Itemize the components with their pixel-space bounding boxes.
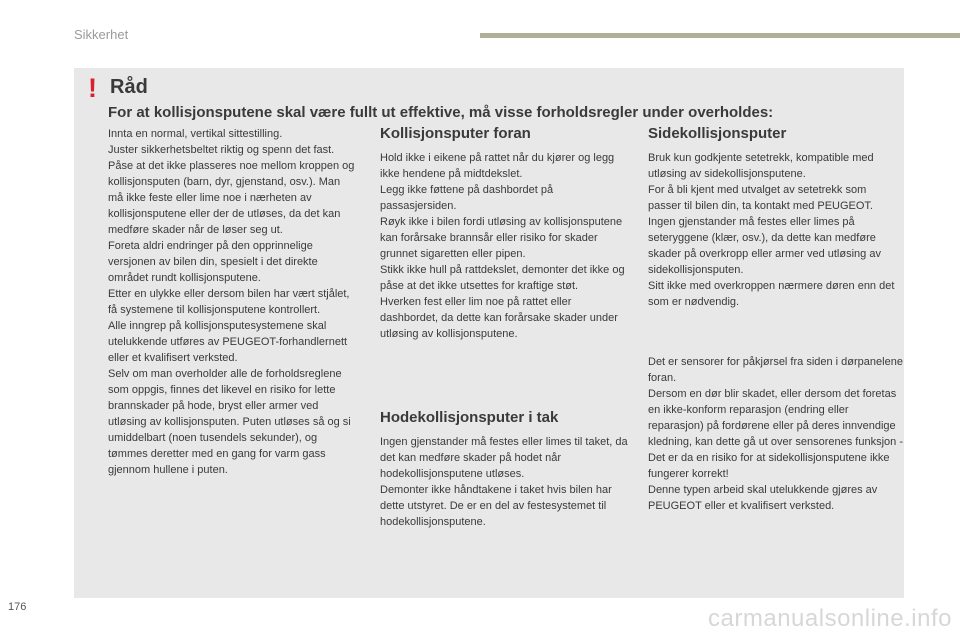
paragraph: Hverken fest eller lim noe på rattet eller dashbordet, da dette kan forårsake skader under utløsing av kollisjonsputene. [380, 296, 618, 340]
head-airbags-section [380, 408, 630, 530]
paragraph: Det er sensorer for påkjørsel fra siden i dørpanelene foran. [648, 356, 903, 384]
paragraph: Hold ikke i eikene på rattet når du kjører og legg ikke hendene på midtdekslet. [380, 152, 615, 180]
paragraph: Legg ikke føttene på dashbordet på passasjersiden. [380, 184, 554, 212]
paragraph: Innta en normal, vertikal sittestilling. [108, 128, 283, 140]
section-heading: Hodekollisjonsputer i tak [380, 409, 559, 426]
panel-subtitle: For at kollisjonsputene skal være fullt ut effektive, må visse forholdsregler under overholdes: [108, 104, 774, 121]
watermark: carmanualsonline.info [708, 605, 952, 632]
front-airbags-section [380, 124, 630, 342]
paragraph: Ingen gjenstander må festes eller limes på seteryggene (klær, osv.), da dette kan medføre skader på overkropp eller armer ved utløsing av sidekollisjonsputen. [648, 216, 881, 276]
paragraph: Påse at det ikke plasseres noe mellom kroppen og kollisjonsputen (barn, dyr, gjenstand, osv.). Man må ikke feste eller lime noe i nærheten av kollisjonsputene eller der de utløses, da det kan medføre skader når de løser seg ut. [108, 160, 355, 236]
panel-title: Råd [110, 76, 148, 98]
section-heading: Kollisjonsputer foran [380, 125, 531, 142]
paragraph: Stikk ikke hull på rattdekslet, demonter det ikke og påse at det ikke utsettes for kraftige støt. [380, 264, 625, 292]
exclamation-icon: ! [88, 73, 97, 103]
paragraph: Demonter ikke håndtakene i taket hvis bilen har dette utstyret. De er en del av festesystemet til hodekollisjonsputene. [380, 484, 612, 528]
paragraph: Selv om man overholder alle de forholdsreglene som oppgis, finnes det likevel en risiko for lette brannskader på hode, bryst eller armer ved utløsing av kollisjonsputen. Puten utløses så og si umiddelbart (noen tusendels sekunder), og tømmes deretter med en gang for varm gass gjennom hullene i puten. [108, 368, 351, 476]
paragraph: Alle inngrep på kollisjonsputesystemene skal utelukkende utføres av PEUGEOT-forhandlernett eller et kvalifisert verksted. [108, 320, 348, 364]
general-advice-column [108, 126, 358, 478]
paragraph: Etter en ulykke eller dersom bilen har vært stjålet, få systemene til kollisjonsputene kontrollert. [108, 288, 350, 316]
paragraph: Denne typen arbeid skal utelukkende gjøres av PEUGEOT eller et kvalifisert verksted. [648, 484, 878, 512]
paragraph: Røyk ikke i bilen fordi utløsing av kollisjonsputene kan forårsake brannsår eller risiko for skader grunnet sigaretten eller pipen. [380, 216, 623, 260]
paragraph: Ingen gjenstander må festes eller limes til taket, da det kan medføre skader på hodet når hodekollisjonsputene utløses. [380, 436, 628, 480]
paragraph: Dersom en dør blir skadet, eller dersom det foretas en ikke-konform reparasjon (endring eller reparasjon) på fordørene eller på deres innvendige kledning, kan dette gå ut over sensorenes funksjon - Det er da en risiko for at sidekollisjonsputene ikke fungerer korrekt! [648, 388, 903, 480]
paragraph: Sitt ikke med overkroppen nærmere døren enn det som er nødvendig. [648, 280, 895, 308]
section-heading: Sidekollisjonsputer [648, 125, 787, 142]
section-label: Sikkerhet [74, 27, 129, 42]
page-number: 176 [8, 601, 27, 613]
paragraph: Foreta aldri endringer på den opprinnelige versjonen av bilen din, spesielt i det direkte området rundt kollisjonsputene. [108, 240, 318, 284]
paragraph: Juster sikkerhetsbeltet riktig og spenn det fast. [108, 144, 335, 156]
header-bar [480, 33, 960, 38]
paragraph: For å bli kjent med utvalget av setetrekk som passer til bilen din, ta kontakt med PEUGEOT. [648, 184, 873, 212]
paragraph: Bruk kun godkjente setetrekk, kompatible med utløsing av sidekollisjonsputene. [648, 152, 874, 180]
side-sensors-section [648, 354, 903, 514]
side-airbags-section [648, 124, 898, 310]
